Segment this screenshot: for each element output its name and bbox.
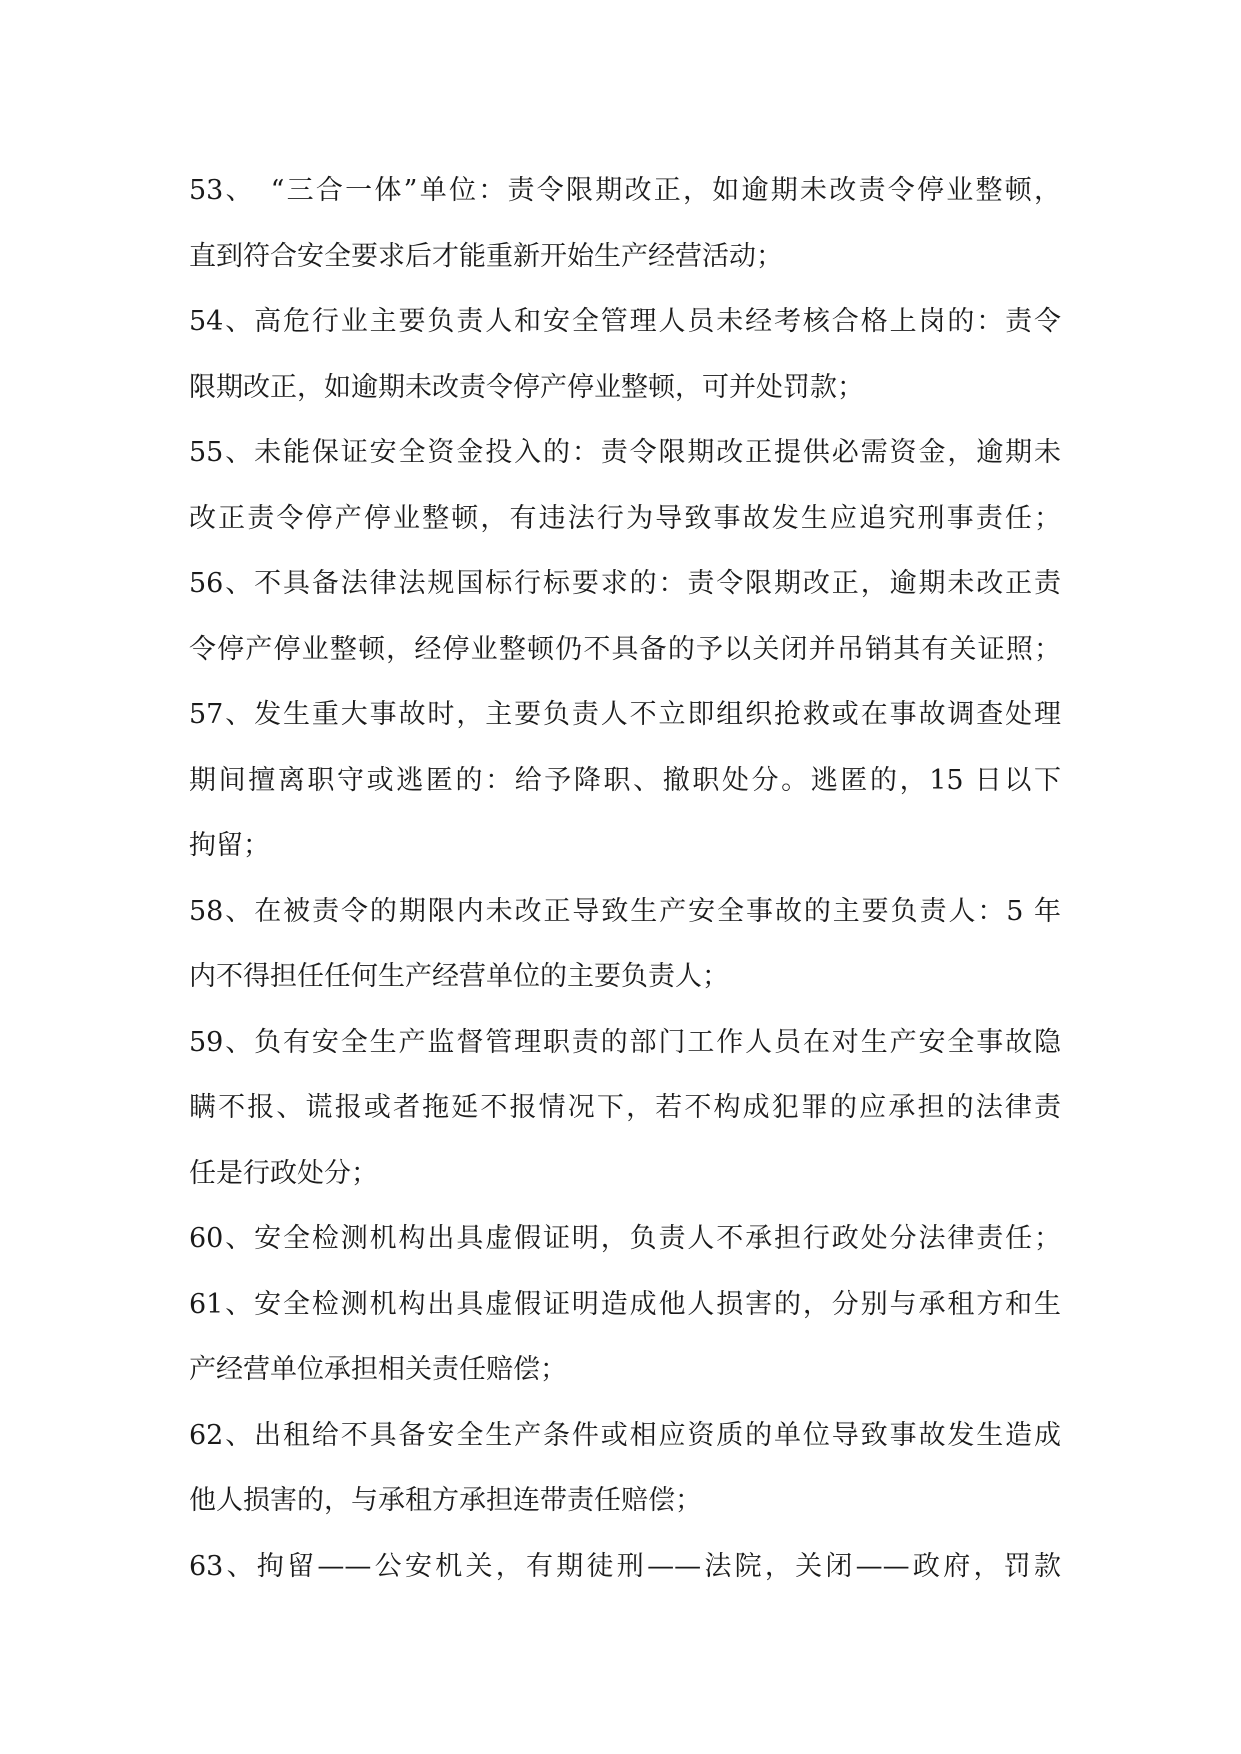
text-line: 令停产停业整顿，经停业整顿仍不具备的予以关闭并吊销其有关证照； bbox=[189, 633, 1061, 665]
text-line: 63、拘留——公安机关，有期徒刑——法院，关闭——政府，罚款 bbox=[189, 1550, 1061, 1582]
text-line: 限期改正，如逾期未改责令停产停业整顿，可并处罚款； bbox=[189, 371, 864, 403]
text-line: 53、 “三合一体”单位：责令限期改正，如逾期未改责令停业整顿， bbox=[189, 175, 1061, 206]
text-line: 拘留； bbox=[189, 830, 270, 861]
text-line: 任是行政处分； bbox=[189, 1157, 378, 1189]
text-line: 直到符合安全要求后才能重新开始生产经营活动； bbox=[189, 240, 783, 272]
text-line: 58、在被责令的期限内未改正导致生产安全事故的主要负责人：5 年 bbox=[189, 895, 1061, 927]
text-line: 59、负有安全生产监督管理职责的部门工作人员在对生产安全事故隐 bbox=[189, 1026, 1061, 1058]
text-line: 内不得担任任何生产经营单位的主要负责人； bbox=[189, 961, 729, 992]
text-line: 期间擅离职守或逃匿的：给予降职、撤职处分。逃匿的，15 日以下 bbox=[189, 764, 1061, 796]
text-line: 55、未能保证安全资金投入的：责令限期改正提供必需资金，逾期未 bbox=[189, 437, 1061, 468]
text-line: 57、发生重大事故时，主要负责人不立即组织抢救或在事故调查处理 bbox=[189, 699, 1061, 730]
text-line: 61、安全检测机构出具虚假证明造成他人损害的，分别与承租方和生 bbox=[189, 1288, 1061, 1320]
text-line: 56、不具备法律法规国标行标要求的：责令限期改正，逾期未改正责 bbox=[189, 568, 1061, 599]
text-line: 62、出租给不具备安全生产条件或相应资质的单位导致事故发生造成 bbox=[189, 1419, 1061, 1451]
text-line: 改正责令停产停业整顿，有违法行为导致事故发生应追究刑事责任； bbox=[189, 502, 1061, 534]
text-line: 60、安全检测机构出具虚假证明，负责人不承担行政处分法律责任； bbox=[189, 1223, 1061, 1254]
text-line: 产经营单位承担相关责任赔偿； bbox=[189, 1354, 567, 1385]
text-line: 瞒不报、谎报或者拖延不报情况下，若不构成犯罪的应承担的法律责 bbox=[189, 1092, 1061, 1123]
document-body bbox=[189, 158, 1061, 1599]
text-line: 54、高危行业主要负责人和安全管理人员未经考核合格上岗的：责令 bbox=[189, 306, 1061, 337]
text-line: 他人损害的，与承租方承担连带责任赔偿； bbox=[189, 1485, 702, 1516]
